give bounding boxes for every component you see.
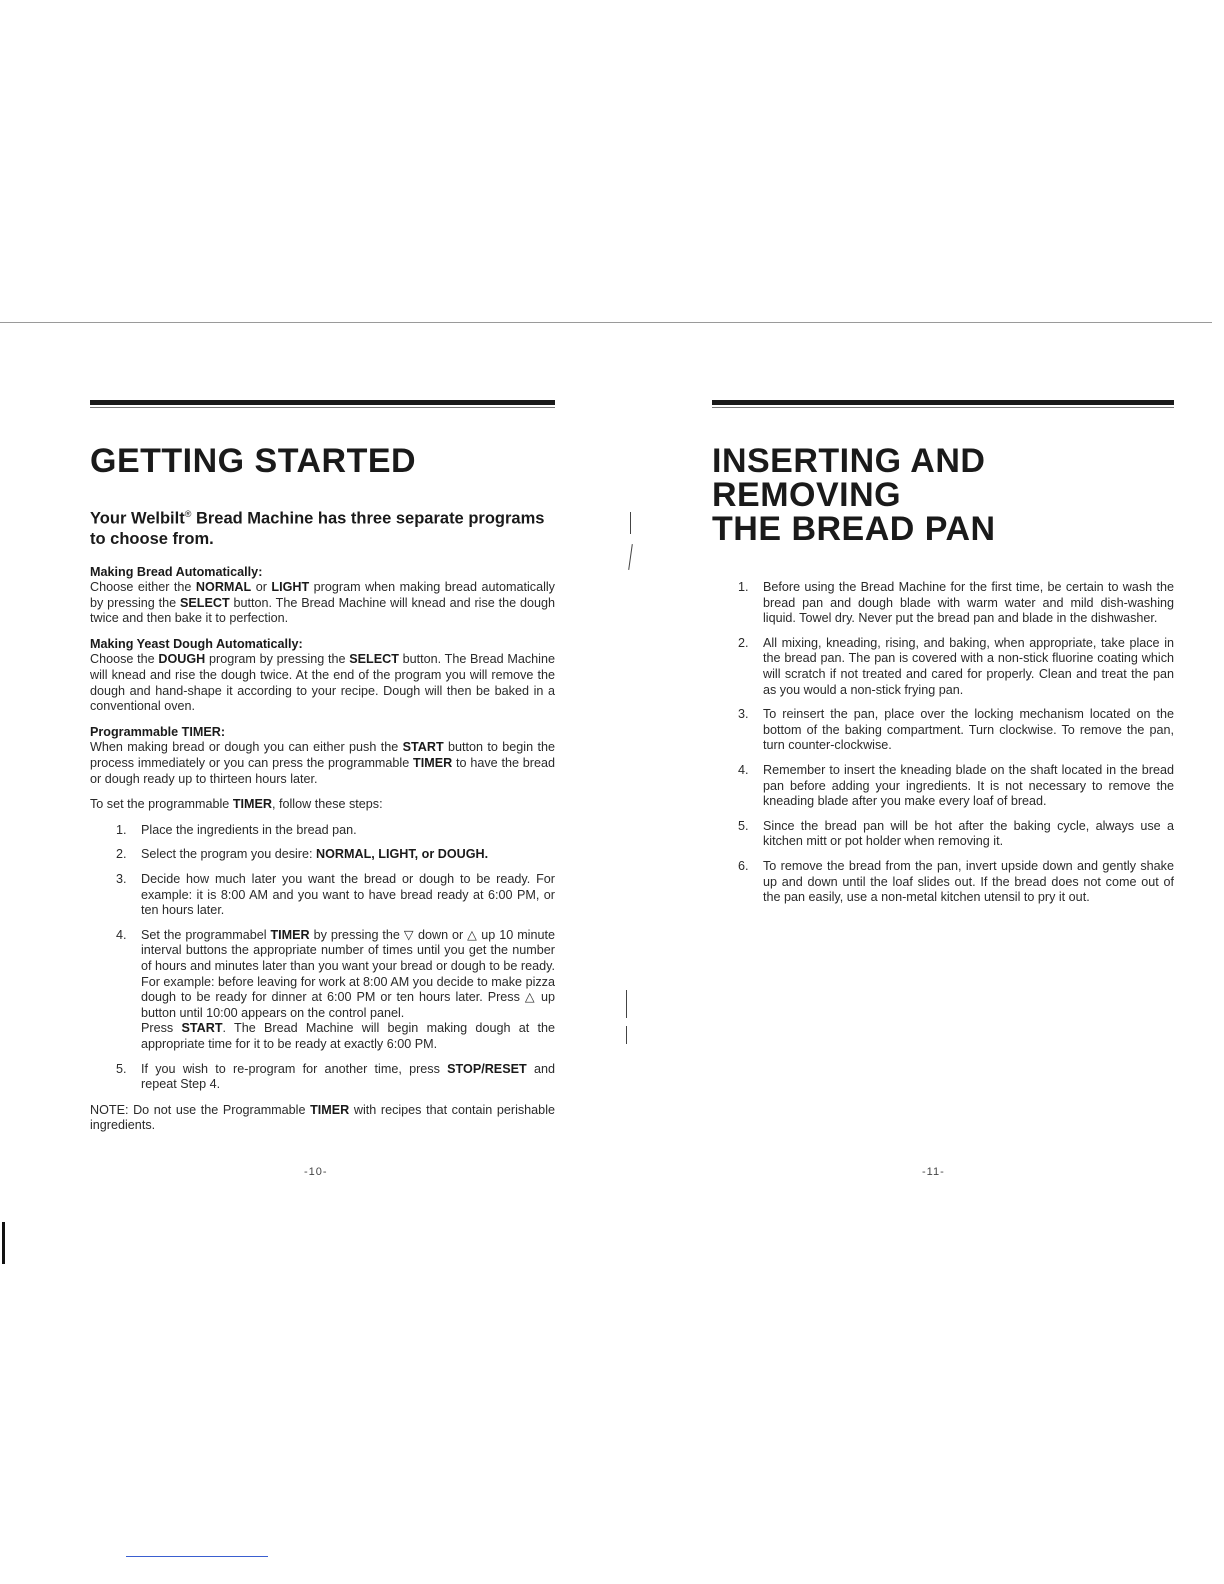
- header-rule-thin: [712, 407, 1174, 408]
- header-rule: [90, 400, 555, 405]
- header-rule: [712, 400, 1174, 405]
- list-item: 3. To reinsert the pan, place over the locking mechanism located on the bottom of the baking compartment. Turn clockwise. To remove the pan, turn counter-clockwise.: [738, 707, 1174, 753]
- right-page: [712, 400, 1174, 915]
- page-subtitle: Your Welbilt® Bread Machine has three separate programs to choose from.: [90, 509, 545, 548]
- gutter-mark: [628, 544, 633, 570]
- gutter-mark: [626, 990, 627, 1018]
- note: NOTE: Do not use the Programmable TIMER with recipes that contain perishable ingredients.: [90, 1102, 555, 1133]
- list-item: 3. Decide how much later you want the bread or dough to be ready. For example: it is 8:00 AM and you want to have bread ready at 6:00 PM, or ten hours later.: [116, 872, 555, 918]
- list-item: 2. Select the program you desire: NORMAL, LIGHT, or DOUGH.: [116, 847, 489, 862]
- scan-edge-line: [0, 322, 1212, 323]
- registered-mark: ®: [184, 509, 192, 519]
- page-number: -10-: [304, 1166, 328, 1178]
- list-item: 2. All mixing, kneading, rising, and baking, when appropriate, take place in the bread pan. The pan is covered with a non-stick fluorine coating which will scratch if not treated and cared for properly. Clean and treat the pan as you would a non-stick frying pan.: [738, 635, 1174, 697]
- list-item: 4. Remember to insert the kneading blade on the shaft located in the bread pan before adding your ingredients. It is not necessary to remove the kneading blade after you make every loaf of bread.: [738, 762, 1174, 809]
- list-item: 1. Before using the Bread Machine for the first time, be certain to wash the bread pan and dough blade with warm water and mild dish-washing liquid. Towel dry. Never put the bread pan and blade in the dishwasher.: [738, 580, 1174, 626]
- list-item: 5. If you wish to re-program for another time, press STOP/RESET and repeat Step 4.: [116, 1061, 555, 1092]
- section-heading: Programmable TIMER:: [90, 724, 226, 739]
- section-heading: Making Yeast Dough Automatically:: [90, 636, 303, 651]
- section-bread-automatic: Making Bread Automatically: Choose either the NORMAL or LIGHT program when making bread automatically by pressing the SELECT button. The Bread Machine will knead and rise the dough twice and then bake it to perfection.: [90, 564, 555, 626]
- header-rule-thin: [90, 407, 555, 408]
- gutter-mark: [626, 1026, 627, 1044]
- list-item: 1. Place the ingredients in the bread pan.: [116, 822, 357, 837]
- pan-steps-list: [712, 580, 1174, 906]
- scan-bottom-line: [126, 1556, 268, 1557]
- list-item: 4. Set the programmabel TIMER by pressing the ▽ down or △ up 10 minute interval buttons the appropriate number of times until you get the number of hours and minutes later than you want your bread or dough to be ready. For example: before leaving for work at 8:00 AM you decide to make pizza dough to be ready for dinner at 6:00 PM or ten hours later. Press △ up button until 10:00 appears on the control panel. Press START. The Bread Machine will begin making dough at the appropriate time for it to be ready at exactly 6:00 PM.: [116, 927, 555, 1051]
- section-programmable-timer: Programmable TIMER: When making bread or dough you can either push the START button to begin the process immediately or you can press the programmable TIMER to have the bread or dough ready up to thirteen hours later.: [90, 724, 555, 786]
- gutter-mark: [630, 512, 631, 534]
- left-page: [90, 400, 555, 1144]
- page-number: -11-: [922, 1166, 945, 1178]
- section-heading: Making Bread Automatically:: [90, 564, 263, 579]
- scan-edge-mark: [2, 1222, 5, 1264]
- page-title: INSERTING AND REMOVING THE BREAD PAN: [712, 442, 996, 548]
- list-item: 6. To remove the bread from the pan, invert upside down and gently shake up and down until the loaf slides out. If the bread does not come out of the pan easily, use a non-metal kitchen utensil to pry it out.: [738, 858, 1174, 905]
- list-item: 5. Since the bread pan will be hot after the baking cycle, always use a kitchen mitt or pot holder when removing it.: [738, 818, 1174, 849]
- page-title: GETTING STARTED: [90, 442, 417, 480]
- timer-steps-list: [90, 823, 555, 1093]
- section-yeast-dough: Making Yeast Dough Automatically: Choose the DOUGH program by pressing the SELECT button. The Bread Machine will knead and rise the dough twice. At the end of the program you will remove the dough and hand-shape it according to your recipe. Dough will then be baked in a conventional oven.: [90, 636, 555, 714]
- timer-intro: To set the programmable TIMER, follow these steps:: [90, 797, 383, 812]
